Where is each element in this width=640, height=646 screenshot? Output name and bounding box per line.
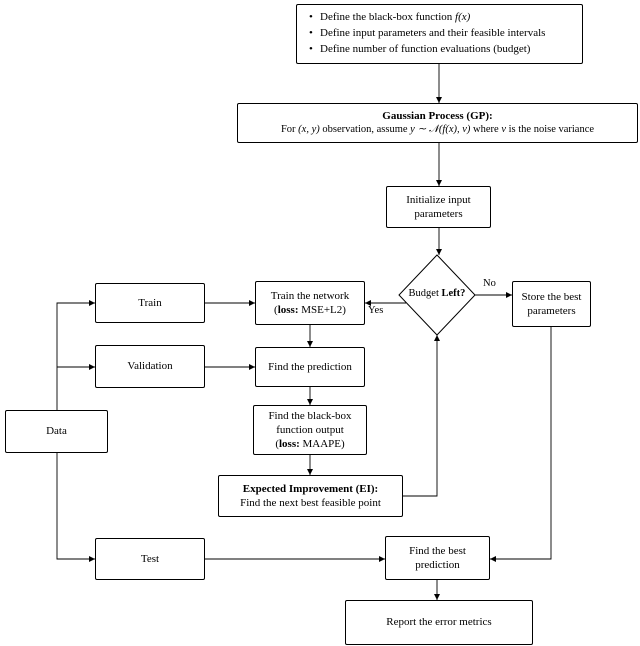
setup-bullet-3: • Define number of function evaluations (budget) xyxy=(309,42,530,58)
train-network-line1: Train the network xyxy=(270,289,350,302)
test-node xyxy=(95,538,205,580)
report-metrics-node xyxy=(345,600,533,645)
arrow-data-to-test xyxy=(57,453,95,559)
ei-line2: Find the next best feasible point xyxy=(240,497,381,509)
train-label: Train xyxy=(138,296,162,309)
setup-bullet-2: • Define input parameters and their feasible intervals xyxy=(309,26,545,42)
validation-label: Validation xyxy=(127,360,173,373)
blackbox-loss: (loss: MAAPE) xyxy=(275,438,345,451)
blackbox-line2: function output xyxy=(276,423,344,436)
find-best-prediction-label: Find the best prediction xyxy=(409,544,466,571)
gp-body: For (x, y) observation, assume y ∼ 𝒩(f(x), ν) where ν is the noise variance xyxy=(280,124,595,136)
arrow-ei-to-budget xyxy=(403,335,437,496)
data-label: Data xyxy=(46,425,67,438)
train-network-node xyxy=(255,281,365,325)
find-best-prediction-node xyxy=(385,536,490,580)
blackbox-line1: Find the black-box xyxy=(268,409,352,422)
initialize-parameters-node xyxy=(386,186,491,228)
setup-node xyxy=(296,4,583,64)
blackbox-output-node xyxy=(253,405,367,455)
store-best-parameters-label: Store the best parameters xyxy=(521,290,582,317)
expected-improvement-node xyxy=(218,475,403,517)
store-best-parameters-node xyxy=(512,281,591,327)
report-metrics-label: Report the error metrics xyxy=(386,616,492,629)
arrow-store-to-find-best xyxy=(490,327,551,559)
edge-label-no: No xyxy=(483,278,496,289)
train-node xyxy=(95,283,205,323)
budget-left-label: Budget Left? xyxy=(408,288,466,299)
find-prediction-node xyxy=(255,347,365,387)
edge-label-yes: Yes xyxy=(368,305,384,316)
ei-title: Expected Improvement (EI): xyxy=(242,482,379,495)
arrow-data-to-train xyxy=(57,303,95,410)
gp-title: Gaussian Process (GP): xyxy=(382,110,493,123)
initialize-parameters-label: Initialize input parameters xyxy=(406,193,471,220)
test-label: Test xyxy=(140,552,160,565)
validation-node xyxy=(95,345,205,388)
gaussian-process-node xyxy=(237,103,638,143)
find-prediction-label: Find the prediction xyxy=(268,360,352,373)
setup-bullet-1: • Define the black-box function f(x) xyxy=(309,10,470,26)
data-node xyxy=(5,410,108,453)
train-network-loss: (loss: MSE+L2) xyxy=(274,304,346,316)
